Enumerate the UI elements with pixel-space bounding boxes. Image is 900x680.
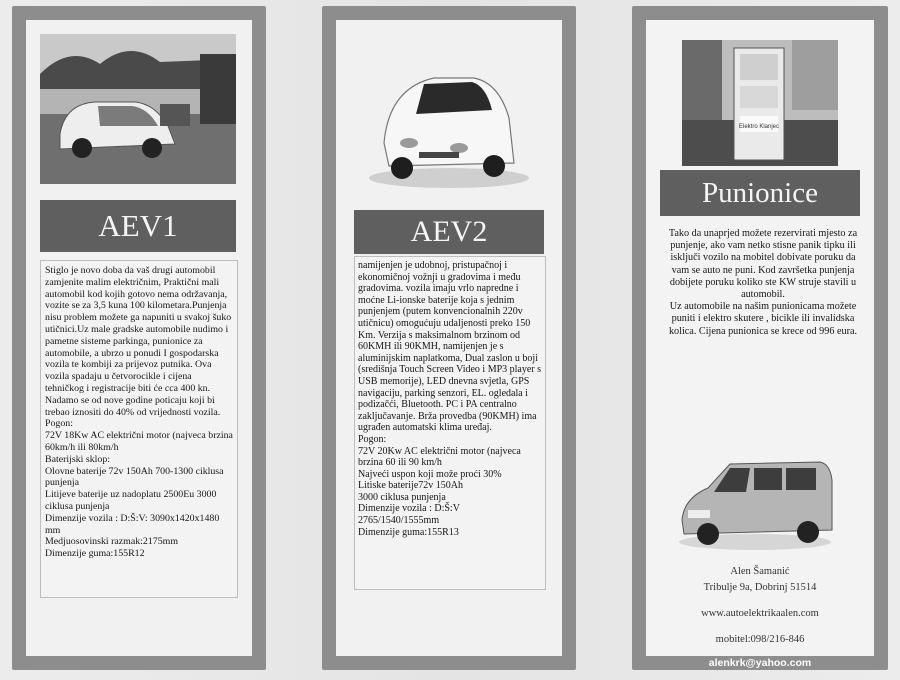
website-link[interactable]: www.autoelektrikaalen.com — [701, 608, 819, 619]
panel-punionice — [632, 6, 888, 670]
panel-punionice-inner — [646, 20, 874, 656]
charging-station-photo — [682, 40, 838, 166]
panel-aev2 — [322, 6, 576, 670]
punionice-title-bar — [660, 170, 860, 216]
aev2-description: namijenjen je udobnoj, pristupačnoj i ekonomičnoj vožnji u gradovima i među gradovima. vozila imaju vrlo napredne i moćne Li-ionske baterije koja s jednim punjenjem (putem konvencionalnih 220v utičnicu) omogućuju udaljenosti preko 150 Km. Verzija s maksimalnom brzinom od 60KMH ili 90KMH, namijenjen je s aluminijskim naplatkoma, Dual zaslon u boji (središnja Touch Screen Video i MP3 player s USB memorije), LED dnevna svjetla, GPS navigaciju, parking senzori, EL. ogledala i podizačći, Bluetooth. PC i PA centralno zaključavanje. Brža provedba (90KMH) ima ugrađen automatski klima uređaj. Pogon: 72V 20Kw AC električni motor (najveca brzina 60 ili 90 km/h Najveći uspon koji može proći 30% Litiske baterije72v 150Ah 3000 ciklusa punjenja Dimenzije vozila : D:Š:V 2765/1540/1555mm Dimenzije guma:155R13 — [354, 256, 546, 590]
aev2-title: AEV2 — [410, 215, 488, 248]
contact-phone: mobitel:098/216-846 — [715, 634, 805, 645]
aev2-car-photo — [354, 48, 544, 198]
station-sign-label: Elektro Klanjec — [738, 124, 780, 130]
aev2-title-bar — [354, 210, 544, 254]
contact-website[interactable] — [646, 608, 874, 619]
aev1-title-bar — [40, 200, 236, 252]
aev1-car-photo — [40, 34, 236, 184]
van-photo — [670, 450, 840, 554]
panel-aev1 — [12, 6, 266, 670]
contact-email[interactable]: alenkrk@yahoo.com — [708, 657, 812, 669]
aev1-title: AEV1 — [98, 208, 178, 243]
punionice-description: Tako da unaprjed možete rezervirati mjesto za punjenje, ako vam netko stisne panik tipku ili isključi vozilo na mobitel dobivate poruku da vam se auto ne puni. Kod završetka punjenja dobijete poruku koliko ste KW struje stavili u automobil. Uz automobile na našim punionicama možete puniti i elektro skutere , bicikle ili invalidska kolica. Cijena punionica se krece od 996 eura. — [668, 228, 858, 337]
panel-aev2-inner — [336, 20, 562, 656]
aev1-description: Stiglo je novo doba da vaš drugi automobil zamjenite malim električnim, Praktični mali automobil kod kojih gotovo nema održavanja, vozite se za 3,5 kuna 100 kilometara.Punjenja nisu problem možete ga napuniti u svakoj šuko utičnici.Uz male gradske automobile nudimo i pametne sisteme parkinga, punionice za automobile, a ubrzo u ponudi I gospodarska vozila te kombiji za prijevoz putnika. Ova vozila spadaju u četvorocikle i cijena tehničkog i registracije biti će cca 400 kn. Nadamo se od nove godine poticaju koji bi trebao iznositi do 40% od vrijednosti vozila. Pogon: 72V 18Kw AC električni motor (najveca brzina 60km/h ili 80km/h Baterijski sklop: Olovne baterije 72v 150Ah 700-1300 ciklusa punjenja Litijeve baterije uz nadoplatu 2500Eu 3000 ciklusa punjenja Dimenzije vozila : D:Š:V: 3090x1420x1480 mm Medjuosovinski razmak:2175mm Dimenzije guma:155R12 — [40, 260, 238, 598]
contact-address: Tribulje 9a, Dobrinj 51514 — [703, 582, 817, 593]
contact-name: Alen Šamanić — [730, 566, 790, 577]
punionice-title: Punionice — [702, 177, 818, 209]
panel-aev1-inner — [26, 20, 252, 656]
